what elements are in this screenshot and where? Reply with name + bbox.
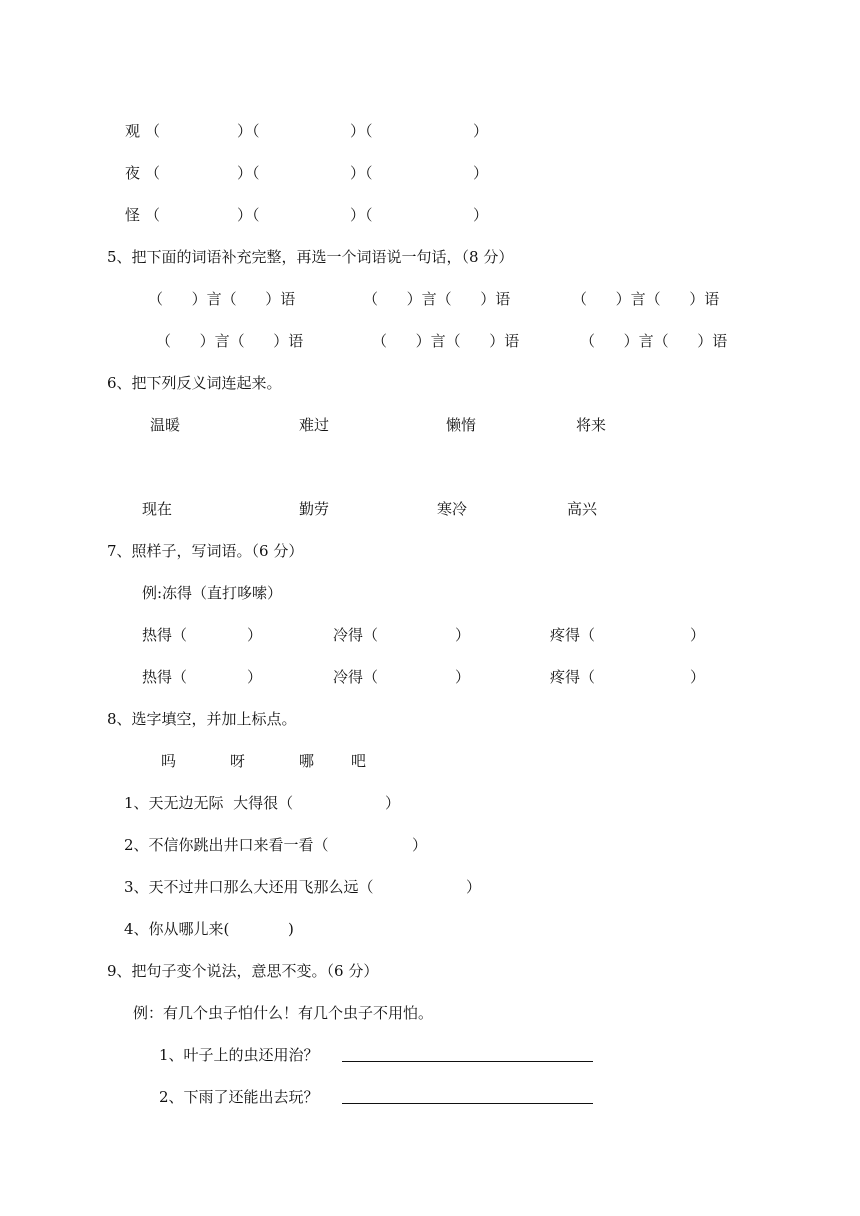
q8-item-text: 4、你从哪儿来( — [124, 920, 230, 938]
choice-word: 哪 — [299, 752, 315, 770]
paren-close: ） — [473, 122, 489, 140]
antonym-top-word[interactable]: 难过 — [299, 416, 330, 434]
antonym-top-word[interactable]: 温暖 — [150, 416, 181, 434]
paren-group: ）（ — [350, 164, 373, 182]
answer-line[interactable] — [342, 1061, 593, 1062]
paren-group: ）（ — [350, 206, 373, 224]
paren-group: ）（ — [237, 164, 260, 182]
q7-prompt: 冷得（ — [333, 626, 379, 644]
q8-title: 8、选字填空，并加上标点。 — [107, 710, 297, 728]
antonym-bottom-word[interactable]: 高兴 — [567, 500, 598, 518]
antonym-bottom-word[interactable]: 现在 — [142, 500, 173, 518]
antonym-bottom-word[interactable]: 寒冷 — [437, 500, 468, 518]
paren-group: ）（ — [237, 122, 260, 140]
paren-close: ） — [247, 626, 263, 644]
choice-word: 吗 — [161, 752, 177, 770]
paren-open: （ — [145, 164, 161, 182]
q5-blank-item: （ ）言（ ）语 — [148, 290, 296, 308]
paren-close: ） — [690, 626, 706, 644]
q7-prompt: 疼得（ — [550, 668, 596, 686]
paren-open: （ — [145, 206, 161, 224]
paren-close: ） — [385, 794, 401, 812]
paren-close: ) — [288, 920, 294, 938]
q5-blank-item: （ ）言（ ）语 — [363, 290, 511, 308]
choice-word: 吧 — [351, 752, 367, 770]
choice-word: 呀 — [230, 752, 246, 770]
paren-close: ） — [473, 206, 489, 224]
q5-blank-item: （ ）言（ ）语 — [372, 332, 520, 350]
q7-prompt: 热得（ — [142, 668, 188, 686]
row-char: 怪 — [125, 206, 141, 224]
paren-close: ） — [247, 668, 263, 686]
q8-item-text: 3、天不过井口那么大还用飞那么远（ — [124, 878, 374, 896]
row-char: 夜 — [125, 164, 141, 182]
paren-close: ） — [455, 668, 471, 686]
q9-title: 9、把句子变个说法，意思不变。（6 分） — [107, 962, 379, 980]
q7-prompt: 热得（ — [142, 626, 188, 644]
q9-example: 例：有几个虫子怕什么！有几个虫子不用怕。 — [133, 1004, 434, 1022]
q7-title: 7、照样子，写词语。（6 分） — [107, 542, 304, 560]
answer-line[interactable] — [342, 1103, 593, 1104]
q6-title: 6、把下列反义词连起来。 — [107, 374, 282, 392]
paren-close: ） — [455, 626, 471, 644]
paren-close: ） — [473, 164, 489, 182]
antonym-bottom-word[interactable]: 勤劳 — [299, 500, 330, 518]
q5-blank-item: （ ）言（ ）语 — [572, 290, 720, 308]
paren-close: ） — [412, 836, 428, 854]
paren-group: ）（ — [350, 122, 373, 140]
q7-example: 例:冻得（直打哆嗦） — [142, 584, 283, 602]
q7-prompt: 疼得（ — [550, 626, 596, 644]
q7-prompt: 冷得（ — [333, 668, 379, 686]
q9-item: 1、叶子上的虫还用治？ — [159, 1046, 319, 1064]
q5-title: 5、把下面的词语补充完整，再选一个词语说一句话，（8 分） — [107, 248, 514, 266]
q8-item-text: 2、不信你跳出井口来看一看（ — [124, 836, 329, 854]
paren-open: （ — [145, 122, 161, 140]
row-char: 观 — [125, 122, 141, 140]
antonym-top-word[interactable]: 将来 — [576, 416, 607, 434]
paren-group: ）（ — [237, 206, 260, 224]
q5-blank-item: （ ）言（ ）语 — [156, 332, 304, 350]
antonym-top-word[interactable]: 懒惰 — [446, 416, 477, 434]
q8-item-text: 1、天无边无际 大得很（ — [124, 794, 294, 812]
q5-blank-item: （ ）言（ ）语 — [580, 332, 728, 350]
q9-item: 2、下雨了还能出去玩？ — [159, 1088, 319, 1106]
paren-close: ） — [690, 668, 706, 686]
paren-close: ） — [466, 878, 482, 896]
